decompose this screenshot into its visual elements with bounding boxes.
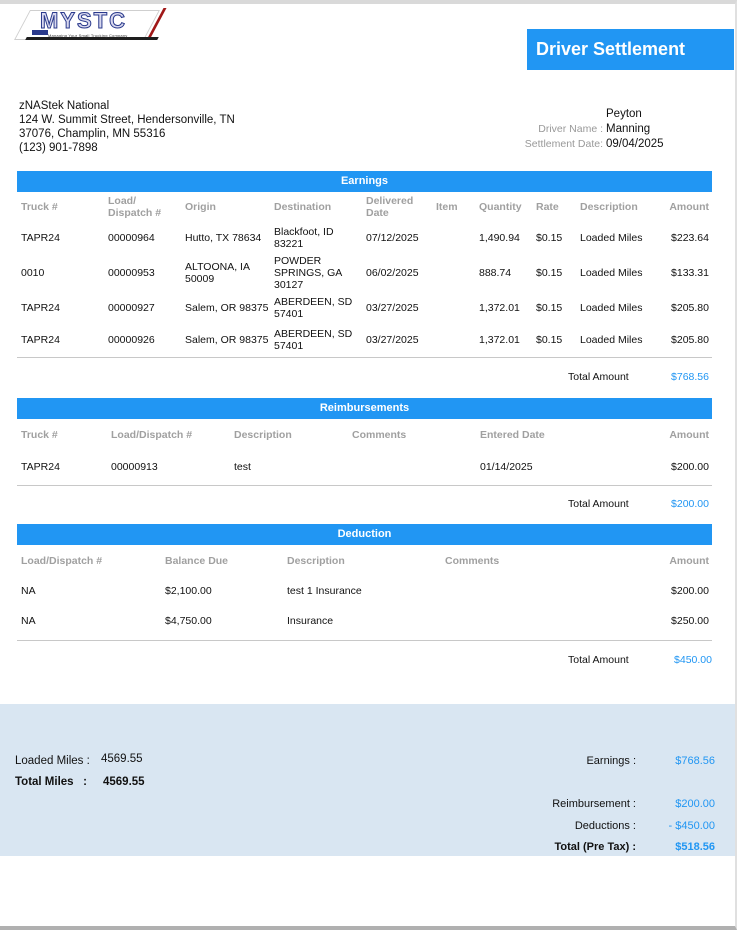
cell-quantity: 888.74: [479, 266, 512, 279]
cell-amount: $200.00: [671, 460, 709, 473]
summary-reimbursement-value: $200.00: [675, 798, 715, 810]
cell-load: 00000964: [108, 231, 155, 244]
company-name: zNAStek National: [19, 100, 110, 112]
cell-truck: TAPR24: [21, 460, 60, 473]
company-address-line2: 37076, Champlin, MN 55316: [19, 128, 166, 140]
col-truck: Truck #: [21, 201, 58, 213]
table-row: [17, 576, 712, 606]
cell-description: Insurance: [287, 615, 334, 627]
earnings-total-amount: $768.56: [671, 371, 709, 383]
cell-item: [432, 221, 475, 254]
col-amount: Amount: [669, 201, 709, 213]
cell-origin: Hutto, TX 78634: [185, 231, 262, 244]
cell-description: Loaded Miles: [580, 231, 643, 244]
cell-description: Loaded Miles: [580, 333, 643, 346]
cell-load: NA: [21, 585, 36, 597]
cell-comments: [441, 606, 621, 636]
table-row: [17, 291, 712, 324]
cell-destination: POWDER SPRINGS, GA 30127: [274, 254, 342, 291]
total-miles-value: 4569.55: [103, 776, 145, 788]
reimbursements-total-label: Total Amount: [568, 498, 629, 510]
cell-description: test: [234, 460, 251, 473]
cell-comments: [441, 576, 621, 606]
col-truck: Truck #: [21, 429, 58, 441]
company-address-line1: 124 W. Summit Street, Hendersonville, TN: [19, 114, 235, 126]
cell-item: [432, 254, 475, 291]
summary-total-value: $518.56: [675, 841, 715, 853]
cell-rate: $0.15: [536, 333, 563, 346]
cell-amount: $250.00: [671, 615, 709, 627]
cell-delivered: 07/12/2025: [366, 231, 419, 244]
col-item: Item: [436, 201, 458, 213]
table-row: [17, 606, 712, 636]
document-title: Driver Settlement: [527, 29, 734, 70]
cell-delivered: 06/02/2025: [366, 266, 419, 279]
cell-load: NA: [21, 615, 36, 627]
cell-entered-date: 01/14/2025: [480, 460, 533, 473]
deduction-total-amount: $450.00: [674, 654, 712, 666]
col-load: Load/Dispatch #: [111, 429, 193, 441]
col-entered-date: Entered Date: [480, 429, 545, 441]
col-comments: Comments: [445, 555, 500, 567]
deduction-section-header: Deduction: [17, 524, 712, 545]
cell-quantity: 1,490.94: [479, 231, 520, 244]
cell-amount: $223.64: [671, 231, 709, 244]
col-balance-due: Balance Due: [165, 555, 229, 567]
cell-description: Loaded Miles: [580, 301, 643, 314]
cell-rate: $0.15: [536, 266, 563, 279]
summary-deductions-label: Deductions :: [574, 820, 636, 832]
cell-delivered: 03/27/2025: [366, 333, 419, 346]
settlement-date: 09/04/2025: [606, 138, 664, 150]
driver-name-label: Driver Name :: [538, 123, 603, 135]
summary-reimbursement-label: Reimbursement :: [552, 798, 636, 810]
total-miles-label: Total Miles :: [15, 776, 87, 788]
driver-name: Peyton Manning: [606, 108, 651, 135]
reimbursements-total-amount: $200.00: [671, 498, 709, 510]
col-rate: Rate: [536, 201, 559, 213]
table-row: [17, 221, 712, 254]
cell-quantity: 1,372.01: [479, 333, 520, 346]
cell-destination: ABERDEEN, SD 57401: [274, 295, 353, 320]
cell-truck: TAPR24: [21, 301, 60, 314]
cell-amount: $205.80: [671, 301, 709, 314]
col-description: Description: [234, 429, 292, 441]
cell-load: 00000926: [108, 333, 155, 346]
company-phone: (123) 901-7898: [19, 142, 98, 154]
summary-earnings-value: $768.56: [675, 755, 715, 767]
summary-deductions-value: - $450.00: [668, 820, 715, 832]
col-destination: Destination: [274, 201, 332, 213]
col-quantity: Quantity: [479, 201, 522, 213]
cell-item: [432, 291, 475, 324]
logo-word: MYSTC: [40, 8, 127, 33]
company-address-block: [19, 99, 235, 155]
cell-amount: $133.31: [671, 266, 709, 279]
logo-tagline: Managing Your Small Trucking Company: [48, 33, 128, 38]
driver-info: [525, 107, 689, 152]
cell-item: [432, 324, 475, 355]
company-logo: [18, 8, 160, 44]
cell-load: 00000913: [111, 460, 158, 473]
col-delivered: Delivered Date: [366, 195, 414, 219]
earnings-total-label: Total Amount: [568, 371, 629, 383]
cell-truck: TAPR24: [21, 231, 60, 244]
col-description: Description: [580, 201, 638, 213]
cell-truck: TAPR24: [21, 333, 60, 346]
cell-destination: Blackfoot, ID 83221: [274, 225, 334, 250]
cell-origin: Salem, OR 98375: [185, 301, 269, 314]
cell-description: Loaded Miles: [580, 266, 643, 279]
reimbursements-header-row: [17, 420, 712, 450]
table-row: [17, 254, 712, 291]
col-origin: Origin: [185, 201, 216, 213]
loaded-miles-label: Loaded Miles :: [15, 755, 90, 767]
cell-origin: ALTOONA, IA 50009: [185, 260, 250, 285]
col-comments: Comments: [352, 429, 407, 441]
cell-balance-due: $2,100.00: [165, 585, 212, 597]
cell-rate: $0.15: [536, 231, 563, 244]
table-row: [17, 450, 712, 483]
loaded-miles-value: 4569.55: [101, 753, 143, 765]
reimbursements-divider: [17, 485, 712, 486]
summary-total-label: Total (Pre Tax) :: [554, 841, 636, 853]
summary-earnings-label: Earnings :: [586, 755, 636, 767]
cell-load: 00000927: [108, 301, 155, 314]
col-amount: Amount: [669, 555, 709, 567]
cell-balance-due: $4,750.00: [165, 615, 212, 627]
reimbursements-section-header: Reimbursements: [17, 398, 712, 419]
settlement-date-label: Settlement Date:: [524, 138, 603, 150]
cell-load: 00000953: [108, 266, 155, 279]
cell-origin: Salem, OR 98375: [185, 333, 269, 346]
deduction-divider: [17, 640, 712, 641]
col-description: Description: [287, 555, 345, 567]
col-amount: Amount: [669, 429, 709, 441]
table-row: [17, 324, 712, 355]
earnings-header-row: [17, 193, 712, 221]
deduction-total-label: Total Amount: [568, 654, 629, 666]
cell-quantity: 1,372.01: [479, 301, 520, 314]
cell-description: test 1 Insurance: [287, 585, 362, 597]
deduction-table: [17, 546, 712, 636]
cell-destination: ABERDEEN, SD 57401: [274, 327, 353, 352]
earnings-section-header: Earnings: [17, 171, 712, 192]
deduction-header-row: [17, 546, 712, 576]
col-load: Load/ Dispatch #: [108, 195, 162, 219]
cell-comments: [348, 450, 476, 483]
earnings-divider: [17, 357, 712, 358]
cell-truck: 0010: [21, 266, 45, 279]
cell-amount: $205.80: [671, 333, 709, 346]
cell-delivered: 03/27/2025: [366, 301, 419, 314]
cell-rate: $0.15: [536, 301, 563, 314]
col-load: Load/Dispatch #: [21, 555, 103, 567]
cell-amount: $200.00: [671, 585, 709, 597]
earnings-table: [17, 193, 712, 355]
reimbursements-table: [17, 420, 712, 483]
